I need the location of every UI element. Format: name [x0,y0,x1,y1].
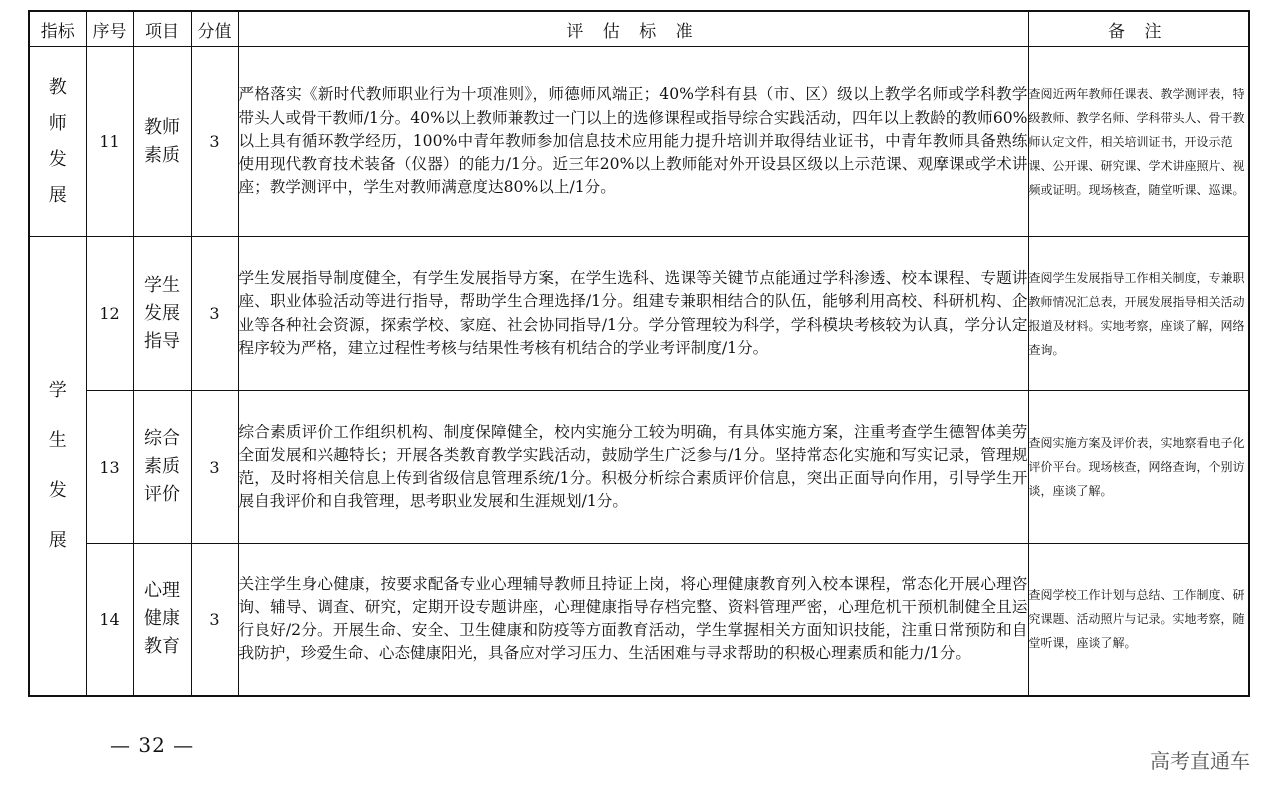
row-seq: 14 [86,544,133,696]
row-score: 3 [191,47,238,237]
category-student-development [29,237,86,696]
evaluation-table [28,10,1250,697]
table-row [29,391,1249,544]
category-char: 生 [48,429,67,451]
item-line: 素质 [144,456,180,477]
row-seq: 13 [86,391,133,544]
category-char: 教 [48,76,67,98]
header-score: 分值 [191,11,238,47]
header-indicator: 指标 [29,11,86,47]
row-criteria: 学生发展指导制度健全，有学生发展指导方案，在学生选科、选课等关键节点能通过学科渗透、校本课程、专题讲座、职业体验活动等进行指导，帮助学生合理选择/1分。组建专兼职相结合的队伍，能够利用高校、科研机构、企业等各种社会资源，探索学校、家庭、社会协同指导/1分。学分管理较为科学，学科模块考核较为认真，学分认定程序较为严格，建立过程性考核与结果性考核有机结合的学业考评制度/1分。 [238,237,1028,391]
row-item [133,47,191,237]
watermark-text: 高考直通车 [1150,749,1250,773]
row-item [133,391,191,544]
row-score: 3 [191,237,238,391]
row-criteria: 严格落实《新时代教师职业行为十项准则》，师德师风端正；40%学科有县（市、区）级以上教学名师或学科教学带头人或骨干教师/1分。40%以上教师兼教过一门以上的选修课程或指导综合实践活动，四年以上教龄的教师60%以上具有循环教学经历，100%中青年教师参加信息技术应用能力提升培训并取得结业证书，中青年教师具备熟练使用现代教育技术装备（仪器）的能力/1分。近三年20%以上教师能对外开设县区级以上示范课、观摩课或学术讲座；教学测评中，学生对教师满意度达80%以上/1分。 [238,47,1028,237]
table-row [29,544,1249,696]
category-char: 展 [48,184,67,206]
header-remarks: 备 注 [1028,11,1249,47]
row-remarks: 查阅实施方案及评价表，实地察看电子化评价平台。现场核查，网络查询，个别访谈，座谈了解。 [1028,391,1249,544]
header-seq: 序号 [86,11,133,47]
row-remarks: 查阅学校工作计划与总结、工作制度、研究课题、活动照片与记录。实地考察，随堂听课，座谈了解。 [1028,544,1249,696]
row-criteria: 关注学生身心健康，按要求配备专业心理辅导教师且持证上岗，将心理健康教育列入校本课程，常态化开展心理咨询、辅导、调查、研究，定期开设专题讲座，心理健康指导存档完整、资料管理严密，心理危机干预机制健全且运行良好/2分。开展生命、安全、卫生健康和防疫等方面教育活动，学生掌握相关方面知识技能，注重日常预防和自我防护，珍爱生命、心态健康阳光，具备应对学习压力、生活困难与寻求帮助的积极心理素质和能力/1分。 [238,544,1028,696]
item-line: 发展 [144,302,180,324]
item-line: 评价 [144,484,180,505]
row-criteria: 综合素质评价工作组织机构、制度保障健全，校内实施分工较为明确，有具体实施方案，注重考查学生德智体美劳全面发展和兴趣特长；开展各类教育教学实践活动，鼓励学生广泛参与/1分。坚持常态化实施和写实记录，管理规范，及时将相关信息上传到省级信息管理系统/1分。积极分析综合素质评价信息，突出正面导向作用，引导学生开展自我评价和自我管理，思考职业发展和生涯规划/1分。 [238,391,1028,544]
table-row [29,237,1249,391]
page-number: — 32 — [110,733,195,757]
category-char: 学 [48,379,67,401]
item-line: 学生 [144,274,180,296]
row-score: 3 [191,391,238,544]
item-line: 健康 [144,608,180,630]
row-score: 3 [191,544,238,696]
category-teacher-development [29,47,86,237]
item-line: 教育 [144,636,180,658]
header-item: 项目 [133,11,191,47]
category-char: 发 [48,479,67,501]
category-char: 展 [48,529,67,551]
row-remarks: 查阅近两年教师任课表、教学测评表，特级教师、教学名师、学科带头人、骨干教师认定文件，相关培训证书，开设示范课、公开课、研究课、学术讲座照片、视频或证明。现场核查，随堂听课、巡课。 [1028,47,1249,237]
header-row [29,11,1249,47]
table-row [29,47,1249,237]
row-remarks: 查阅学生发展指导工作相关制度，专兼职教师情况汇总表，开展发展指导相关活动报道及材料。实地考察，座谈了解，网络查询。 [1028,237,1249,391]
item-line: 教师 [144,116,180,138]
header-criteria: 评 估 标 准 [238,11,1028,47]
row-seq: 12 [86,237,133,391]
item-line: 心理 [144,580,180,602]
row-item [133,237,191,391]
row-seq: 11 [86,47,133,237]
item-line: 指导 [144,330,180,352]
item-line: 综合 [144,428,180,449]
row-item [133,544,191,696]
category-char: 发 [48,148,67,170]
item-line: 素质 [144,144,180,166]
category-char: 师 [48,112,67,134]
